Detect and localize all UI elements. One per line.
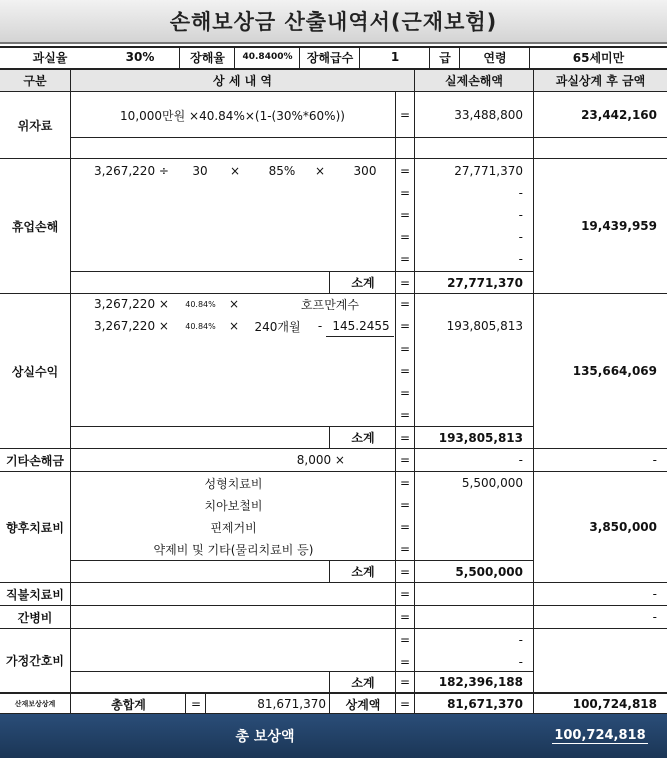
equals-sign: = bbox=[399, 498, 411, 512]
consolation-label: 위자료 bbox=[17, 118, 53, 133]
subtotal-label: 소계 bbox=[351, 565, 375, 579]
lost-income-rate: 40.84% bbox=[185, 321, 216, 331]
equals-sign: = bbox=[399, 587, 411, 601]
grade-value: 1 bbox=[390, 50, 400, 64]
disability-value: 40.8400% bbox=[242, 52, 293, 62]
equals-sign: = bbox=[399, 610, 411, 624]
future-after: 3,850,000 bbox=[589, 520, 657, 534]
total-compensation-amount: 100,724,818 bbox=[554, 728, 646, 743]
total-compensation-value bbox=[538, 714, 662, 758]
offset-amount-value: 81,671,370 bbox=[447, 697, 523, 711]
consolation-after: 23,442,160 bbox=[581, 108, 657, 122]
equals-sign: = bbox=[399, 364, 411, 378]
equals-sign: = bbox=[399, 675, 411, 689]
subtotal-label: 소계 bbox=[351, 431, 375, 445]
equals-sign: = bbox=[190, 697, 202, 711]
direct-treatment-after: - bbox=[652, 587, 657, 601]
equals-sign: = bbox=[399, 252, 411, 266]
future-item: 성형치료비 bbox=[204, 476, 263, 491]
lost-income-times: × bbox=[228, 297, 240, 311]
grade-unit: 급 bbox=[439, 50, 451, 65]
subtotal-label: 소계 bbox=[351, 675, 375, 690]
consolation-formula: 10,000만원 ×40.84%×(1-(30%*60%)) bbox=[120, 108, 345, 123]
lost-wages-period: 300 bbox=[353, 164, 377, 178]
equals-sign: = bbox=[399, 697, 411, 711]
future-amount: 5,500,000 bbox=[461, 476, 523, 490]
lost-income-rate: 40.84% bbox=[185, 299, 216, 309]
equals-sign: = bbox=[399, 408, 411, 422]
future-subtotal: 5,500,000 bbox=[455, 564, 523, 579]
equals-sign: = bbox=[399, 520, 411, 534]
future-item: 핀제거비 bbox=[210, 520, 257, 535]
lost-wages-amount: - bbox=[518, 252, 523, 266]
equals-sign: = bbox=[399, 208, 411, 222]
future-item: 치아보철비 bbox=[204, 498, 263, 513]
direct-treatment-label: 직불치료비 bbox=[6, 587, 64, 602]
lost-wages-subtotal: 27,771,370 bbox=[447, 275, 523, 290]
offset-total-value: 81,671,370 bbox=[257, 697, 326, 711]
header-actual: 실제손해액 bbox=[415, 69, 533, 91]
lost-income-after: 135,664,069 bbox=[572, 364, 657, 378]
equals-sign: = bbox=[399, 108, 411, 122]
other-damages-after: - bbox=[652, 453, 657, 467]
lost-income-amount: 193,805,813 bbox=[446, 319, 523, 333]
offset-amount-label: 상계액 bbox=[345, 697, 381, 712]
equals-sign: = bbox=[399, 633, 411, 647]
equals-sign: = bbox=[399, 230, 411, 244]
lost-wages-amount: - bbox=[518, 186, 523, 200]
home-care-subtotal: 182,396,188 bbox=[438, 675, 523, 689]
consolation-actual: 33,488,800 bbox=[454, 108, 523, 122]
fault-value: 30% bbox=[125, 50, 155, 64]
future-item: 약제비 및 기타(물리치료비 등) bbox=[153, 542, 314, 557]
disability-label: 장해율 bbox=[190, 50, 225, 65]
lost-income-subtotal: 193,805,813 bbox=[438, 430, 523, 445]
offset-after: 100,724,818 bbox=[572, 697, 657, 711]
future-treatment-label: 향후치료비 bbox=[6, 520, 64, 535]
lost-income-months: 240개월 bbox=[254, 319, 301, 334]
equals-sign: = bbox=[399, 430, 411, 445]
lost-wages-label: 휴업손해 bbox=[11, 219, 59, 234]
equals-sign: = bbox=[399, 342, 411, 356]
home-care-amount: - bbox=[518, 655, 523, 669]
offset-total-label: 총합계 bbox=[111, 697, 146, 712]
lost-wages-rate: 85% bbox=[268, 164, 296, 178]
equals-sign: = bbox=[399, 542, 411, 556]
equals-sign: = bbox=[399, 297, 411, 311]
hoffman-label: 호프만계수 bbox=[301, 297, 359, 312]
age-label: 연령 bbox=[483, 50, 507, 65]
total-compensation-label: 총 보상액 bbox=[235, 729, 295, 745]
home-care-label: 가정간호비 bbox=[6, 653, 64, 668]
lost-wages-times2: × bbox=[314, 164, 326, 178]
lost-wages-times: × bbox=[229, 164, 241, 178]
other-damages-formula: 8,000 × bbox=[296, 453, 345, 467]
lost-wages-amount: 27,771,370 bbox=[454, 164, 523, 178]
fault-label: 과실율 bbox=[32, 50, 68, 65]
lost-wages-base: 3,267,220 ÷ bbox=[94, 164, 169, 178]
age-value: 65세미만 bbox=[572, 50, 625, 65]
other-damages-actual: - bbox=[518, 453, 523, 467]
lost-income-times: × bbox=[228, 319, 240, 333]
lost-wages-after: 19,439,959 bbox=[581, 219, 657, 233]
equals-sign: = bbox=[399, 386, 411, 400]
equals-sign: = bbox=[399, 453, 411, 467]
lost-income-base: 3,267,220 × bbox=[94, 297, 169, 311]
nursing-after: - bbox=[652, 610, 657, 624]
offset-label: 산재보상상계 bbox=[14, 700, 56, 708]
grade-label: 장해급수 bbox=[306, 50, 354, 65]
lost-wages-amount: - bbox=[518, 208, 523, 222]
equals-sign: = bbox=[399, 476, 411, 490]
equals-sign: = bbox=[399, 275, 411, 290]
lost-income-minus: - bbox=[317, 319, 323, 333]
lost-wages-amount: - bbox=[518, 230, 523, 244]
lost-income-label: 상실수익 bbox=[11, 364, 59, 379]
nursing-label: 간병비 bbox=[17, 610, 53, 625]
equals-sign: = bbox=[399, 564, 411, 579]
lost-wages-days: 30 bbox=[192, 164, 208, 178]
header-category: 구분 bbox=[0, 69, 70, 91]
page-title: 손해보상금 산출내역서(근재보험) bbox=[0, 0, 667, 44]
equals-sign: = bbox=[399, 186, 411, 200]
equals-sign: = bbox=[399, 164, 411, 178]
subtotal-label: 소계 bbox=[351, 276, 375, 290]
hoffman-coefficient: 145.2455 bbox=[332, 319, 390, 333]
header-after-fault: 과실상계 후 금액 bbox=[534, 69, 667, 91]
lost-income-base: 3,267,220 × bbox=[94, 319, 169, 333]
equals-sign: = bbox=[399, 319, 411, 333]
home-care-amount: - bbox=[518, 633, 523, 647]
other-damages-label: 기타손해금 bbox=[6, 453, 64, 468]
header-detail: 상 세 내 역 bbox=[71, 69, 414, 91]
equals-sign: = bbox=[399, 655, 411, 669]
